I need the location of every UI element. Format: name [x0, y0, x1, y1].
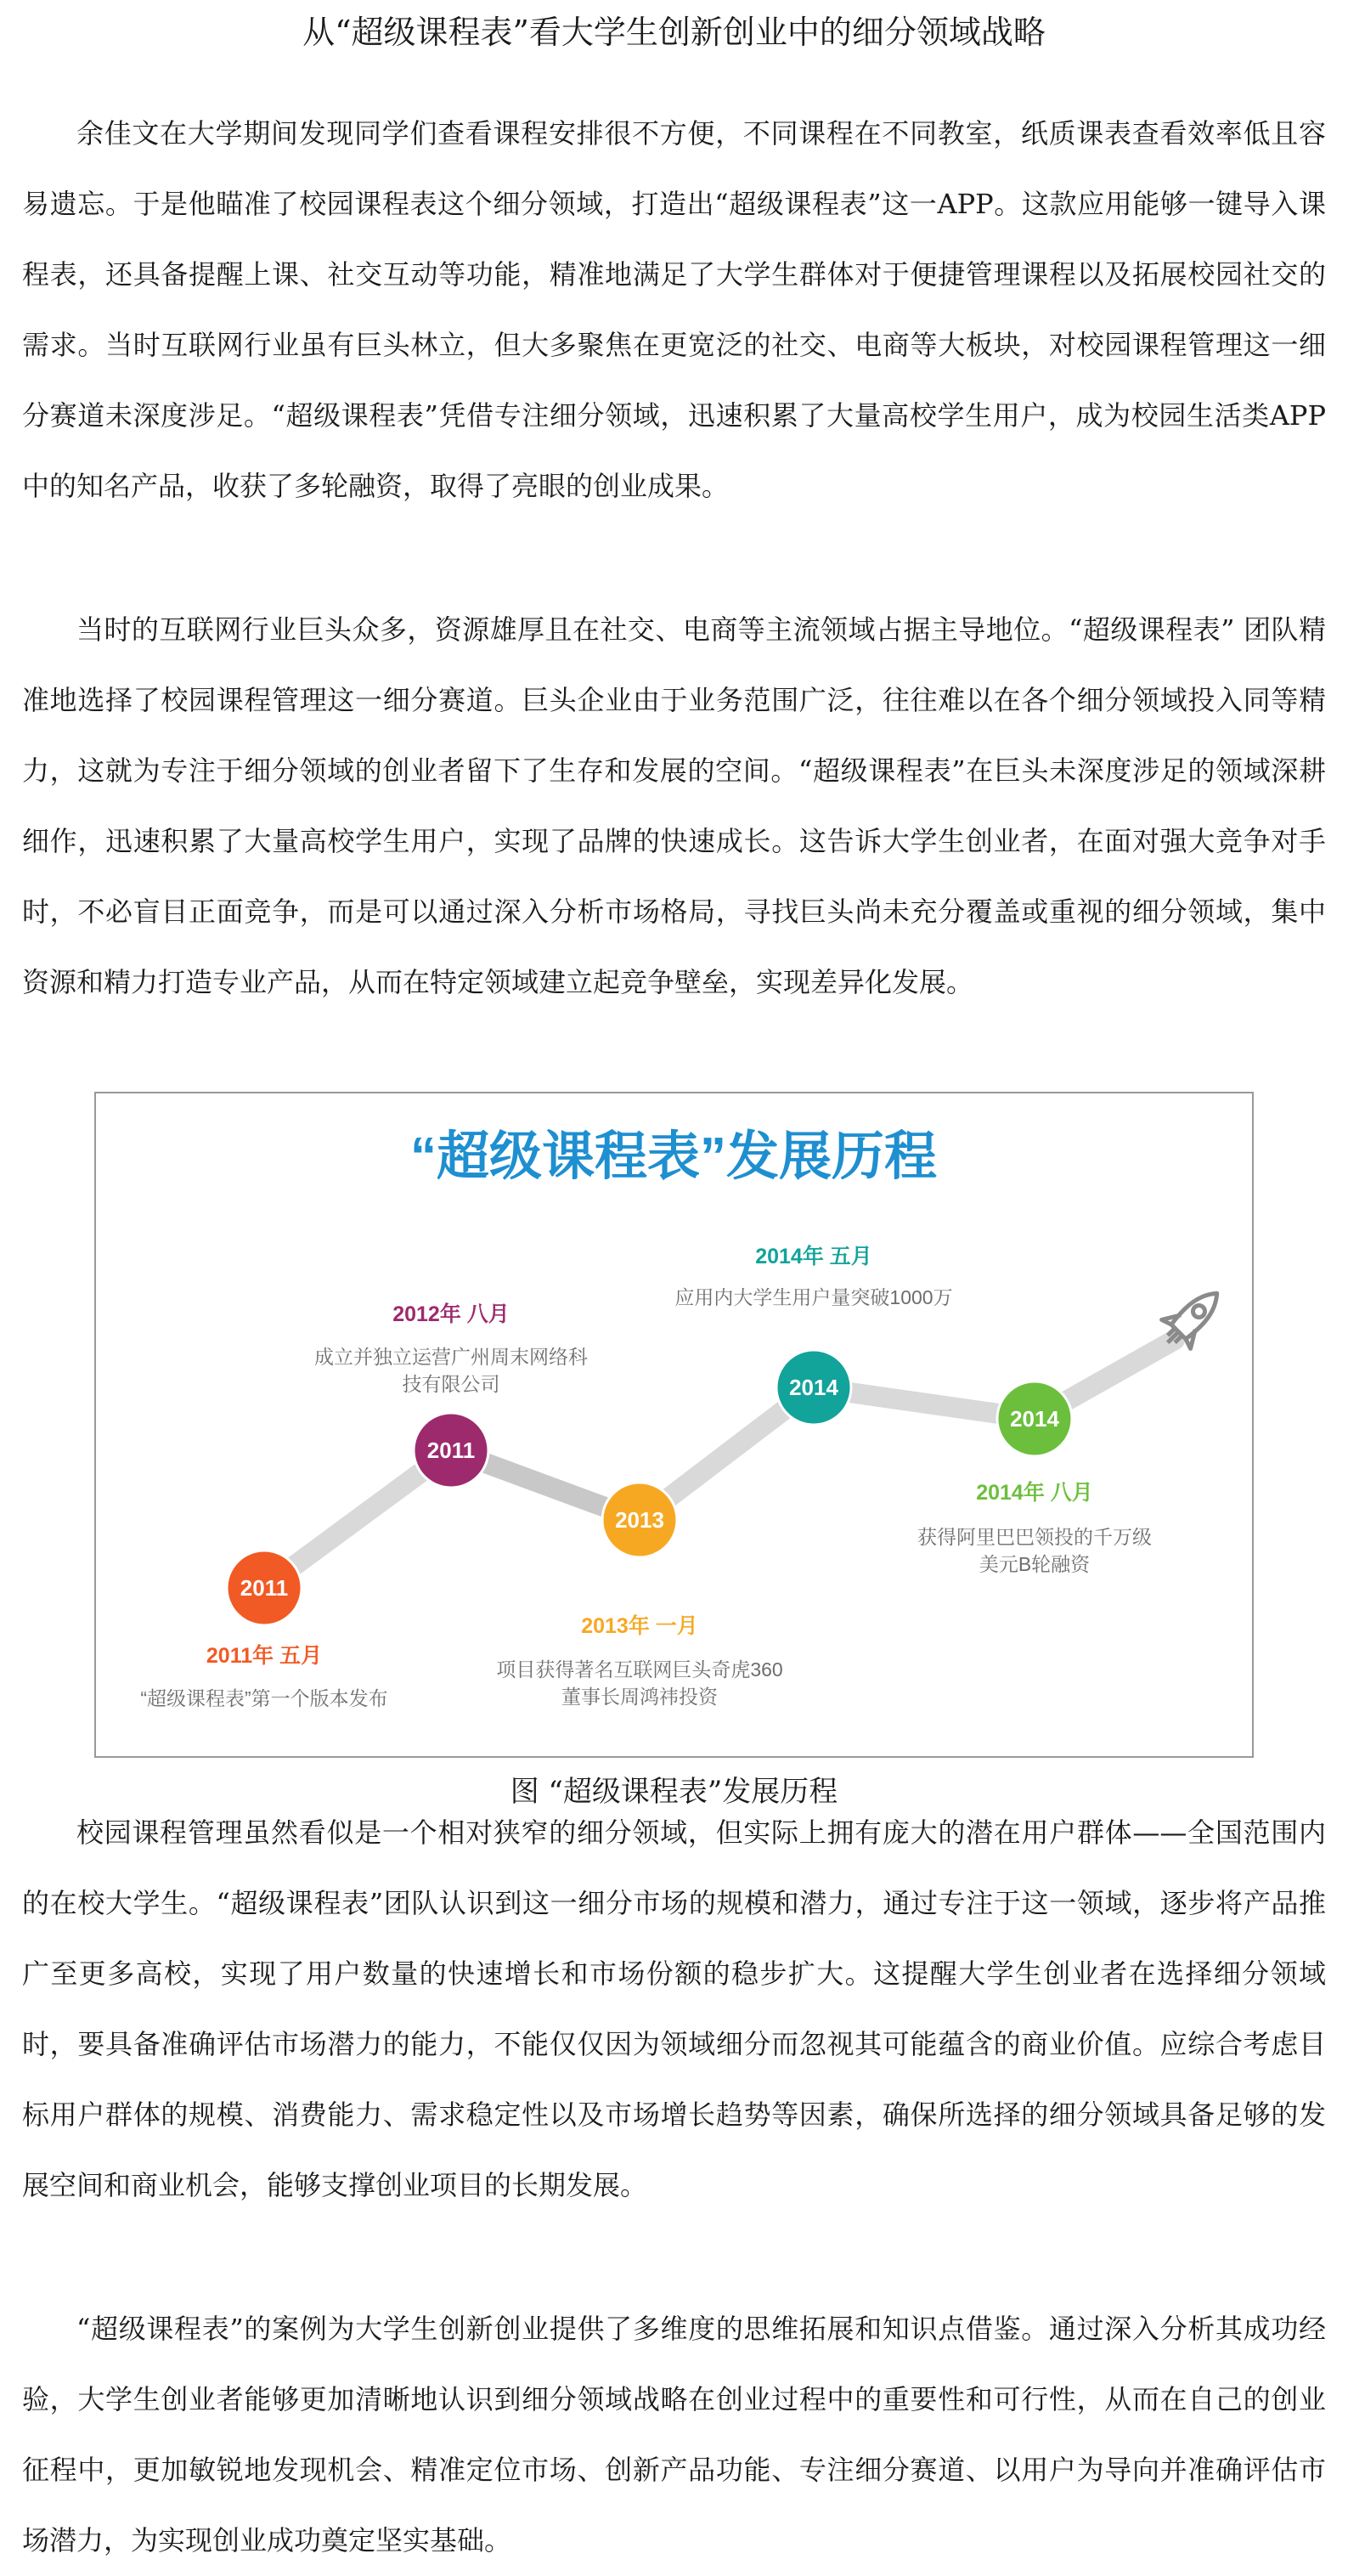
milestone-node-label: 2011	[426, 1438, 476, 1463]
milestone-description: 董事长周鸿祎投资	[561, 1686, 718, 1708]
milestone-description: 成立并独立运营广州周末网络科	[314, 1346, 588, 1368]
timeline-graphic	[96, 1093, 1252, 1756]
figure-title: “超级课程表”发展历程	[409, 1127, 938, 1186]
milestone-2	[314, 1302, 588, 1488]
milestone-description: 技有限公司	[402, 1373, 500, 1395]
milestone-node-label: 2014	[1010, 1406, 1059, 1432]
milestone-3	[496, 1483, 782, 1708]
figure-caption: 图 “超级课程表”发展历程	[510, 1775, 838, 1809]
milestone-description: 美元B轮融资	[979, 1553, 1091, 1575]
milestone-date: 2014年 五月	[755, 1245, 872, 1268]
paragraph-3: 校园课程管理虽然看似是一个相对狭窄的细分领域，但实际上拥有庞大的潜在用户群体——全国范围内的在校大学生。“超级课程表”团队认识到这一细分市场的规模和潜力，通过专注于这一领域，逐步将产品推广至更多高校，实现了用户数量的快速增长和市场份额的稳步扩大。这提醒大学生创业者在选择细分领域时，要具备准确评估市场潜力的能力，不能仅仅因为领域细分而忽视其可能蕴含的商业价值。应综合考虑目标用户群体的规模、消费能力、需求稳定性以及市场增长趋势等因素，确保所选择的细分领域具备足够的发展空间和商业机会，能够支撑创业项目的长期发展。	[22, 1816, 1326, 2201]
paragraph-1: 余佳文在大学期间发现同学们查看课程安排很不方便，不同课程在不同教室，纸质课表查看效率低且容易遗忘。于是他瞄准了校园课程表这个细分领域，打造出“超级课程表”这一APP。这款应用能够一键导入课程表，还具备提醒上课、社交互动等功能，精准地满足了大学生群体对于便捷管理课程以及拓展校园社交的需求。当时互联网行业虽有巨头林立，但大多聚焦在更宽泛的社交、电商等大板块，对校园课程管理这一细分赛道未深度涉足。“超级课程表”凭借专注细分领域，迅速积累了大量高校学生用户，成为校园生活类APP中的知名产品，收获了多轮融资，取得了亮眼的创业成果。	[22, 117, 1326, 502]
timeline-path	[264, 1340, 1175, 1588]
milestone-date: 2011年 五月	[206, 1644, 323, 1668]
milestone-description: 项目获得著名互联网巨头奇虎360	[496, 1658, 783, 1681]
milestone-1	[140, 1551, 387, 1709]
milestone-node-label: 2013	[615, 1507, 664, 1533]
milestone-date: 2012年 八月	[392, 1302, 510, 1326]
milestone-date: 2013年 一月	[581, 1614, 698, 1638]
timeline-figure	[94, 1092, 1254, 1758]
milestone-node-label: 2011	[240, 1575, 289, 1601]
milestone-description: 获得阿里巴巴领投的千万级	[917, 1526, 1152, 1548]
milestone-description: “超级课程表”第一个版本发布	[140, 1687, 388, 1709]
milestone-node-label: 2014	[789, 1375, 838, 1400]
milestone-description: 应用内大学生用户量突破1000万	[674, 1286, 953, 1308]
paragraph-4: “超级课程表”的案例为大学生创新创业提供了多维度的思维拓展和知识点借鉴。通过深入分析其成功经验，大学生创业者能够更加清晰地认识到细分领域战略在创业过程中的重要性和可行性，从而在自己的创业征程中，更加敏锐地发现机会、精准定位市场、创新产品功能、专注细分赛道、以用户为导向并准确评估市场潜力，为实现创业成功奠定坚实基础。	[22, 2313, 1326, 2556]
milestone-date: 2014年 八月	[976, 1481, 1093, 1505]
article-title: 从“超级课程表”看大学生创新创业中的细分领域战略	[302, 14, 1046, 51]
paragraph-2: 当时的互联网行业巨头众多，资源雄厚且在社交、电商等主流领域占据主导地位。“超级课程表” 团队精准地选择了校园课程管理这一细分赛道。巨头企业由于业务范围广泛，往往难以在各个细分领域投入同等精力，这就为专注于细分领域的创业者留下了生存和发展的空间。“超级课程表”在巨头未深度涉足的领域深耕细作，迅速积累了大量高校学生用户，实现了品牌的快速成长。这告诉大学生创业者，在面对强大竞争对手时，不必盲目正面竞争，而是可以通过深入分析市场格局，寻找巨头尚未充分覆盖或重视的细分领域，集中资源和精力打造专业产品，从而在特定领域建立起竞争壁垒，实现差异化发展。	[22, 613, 1326, 998]
